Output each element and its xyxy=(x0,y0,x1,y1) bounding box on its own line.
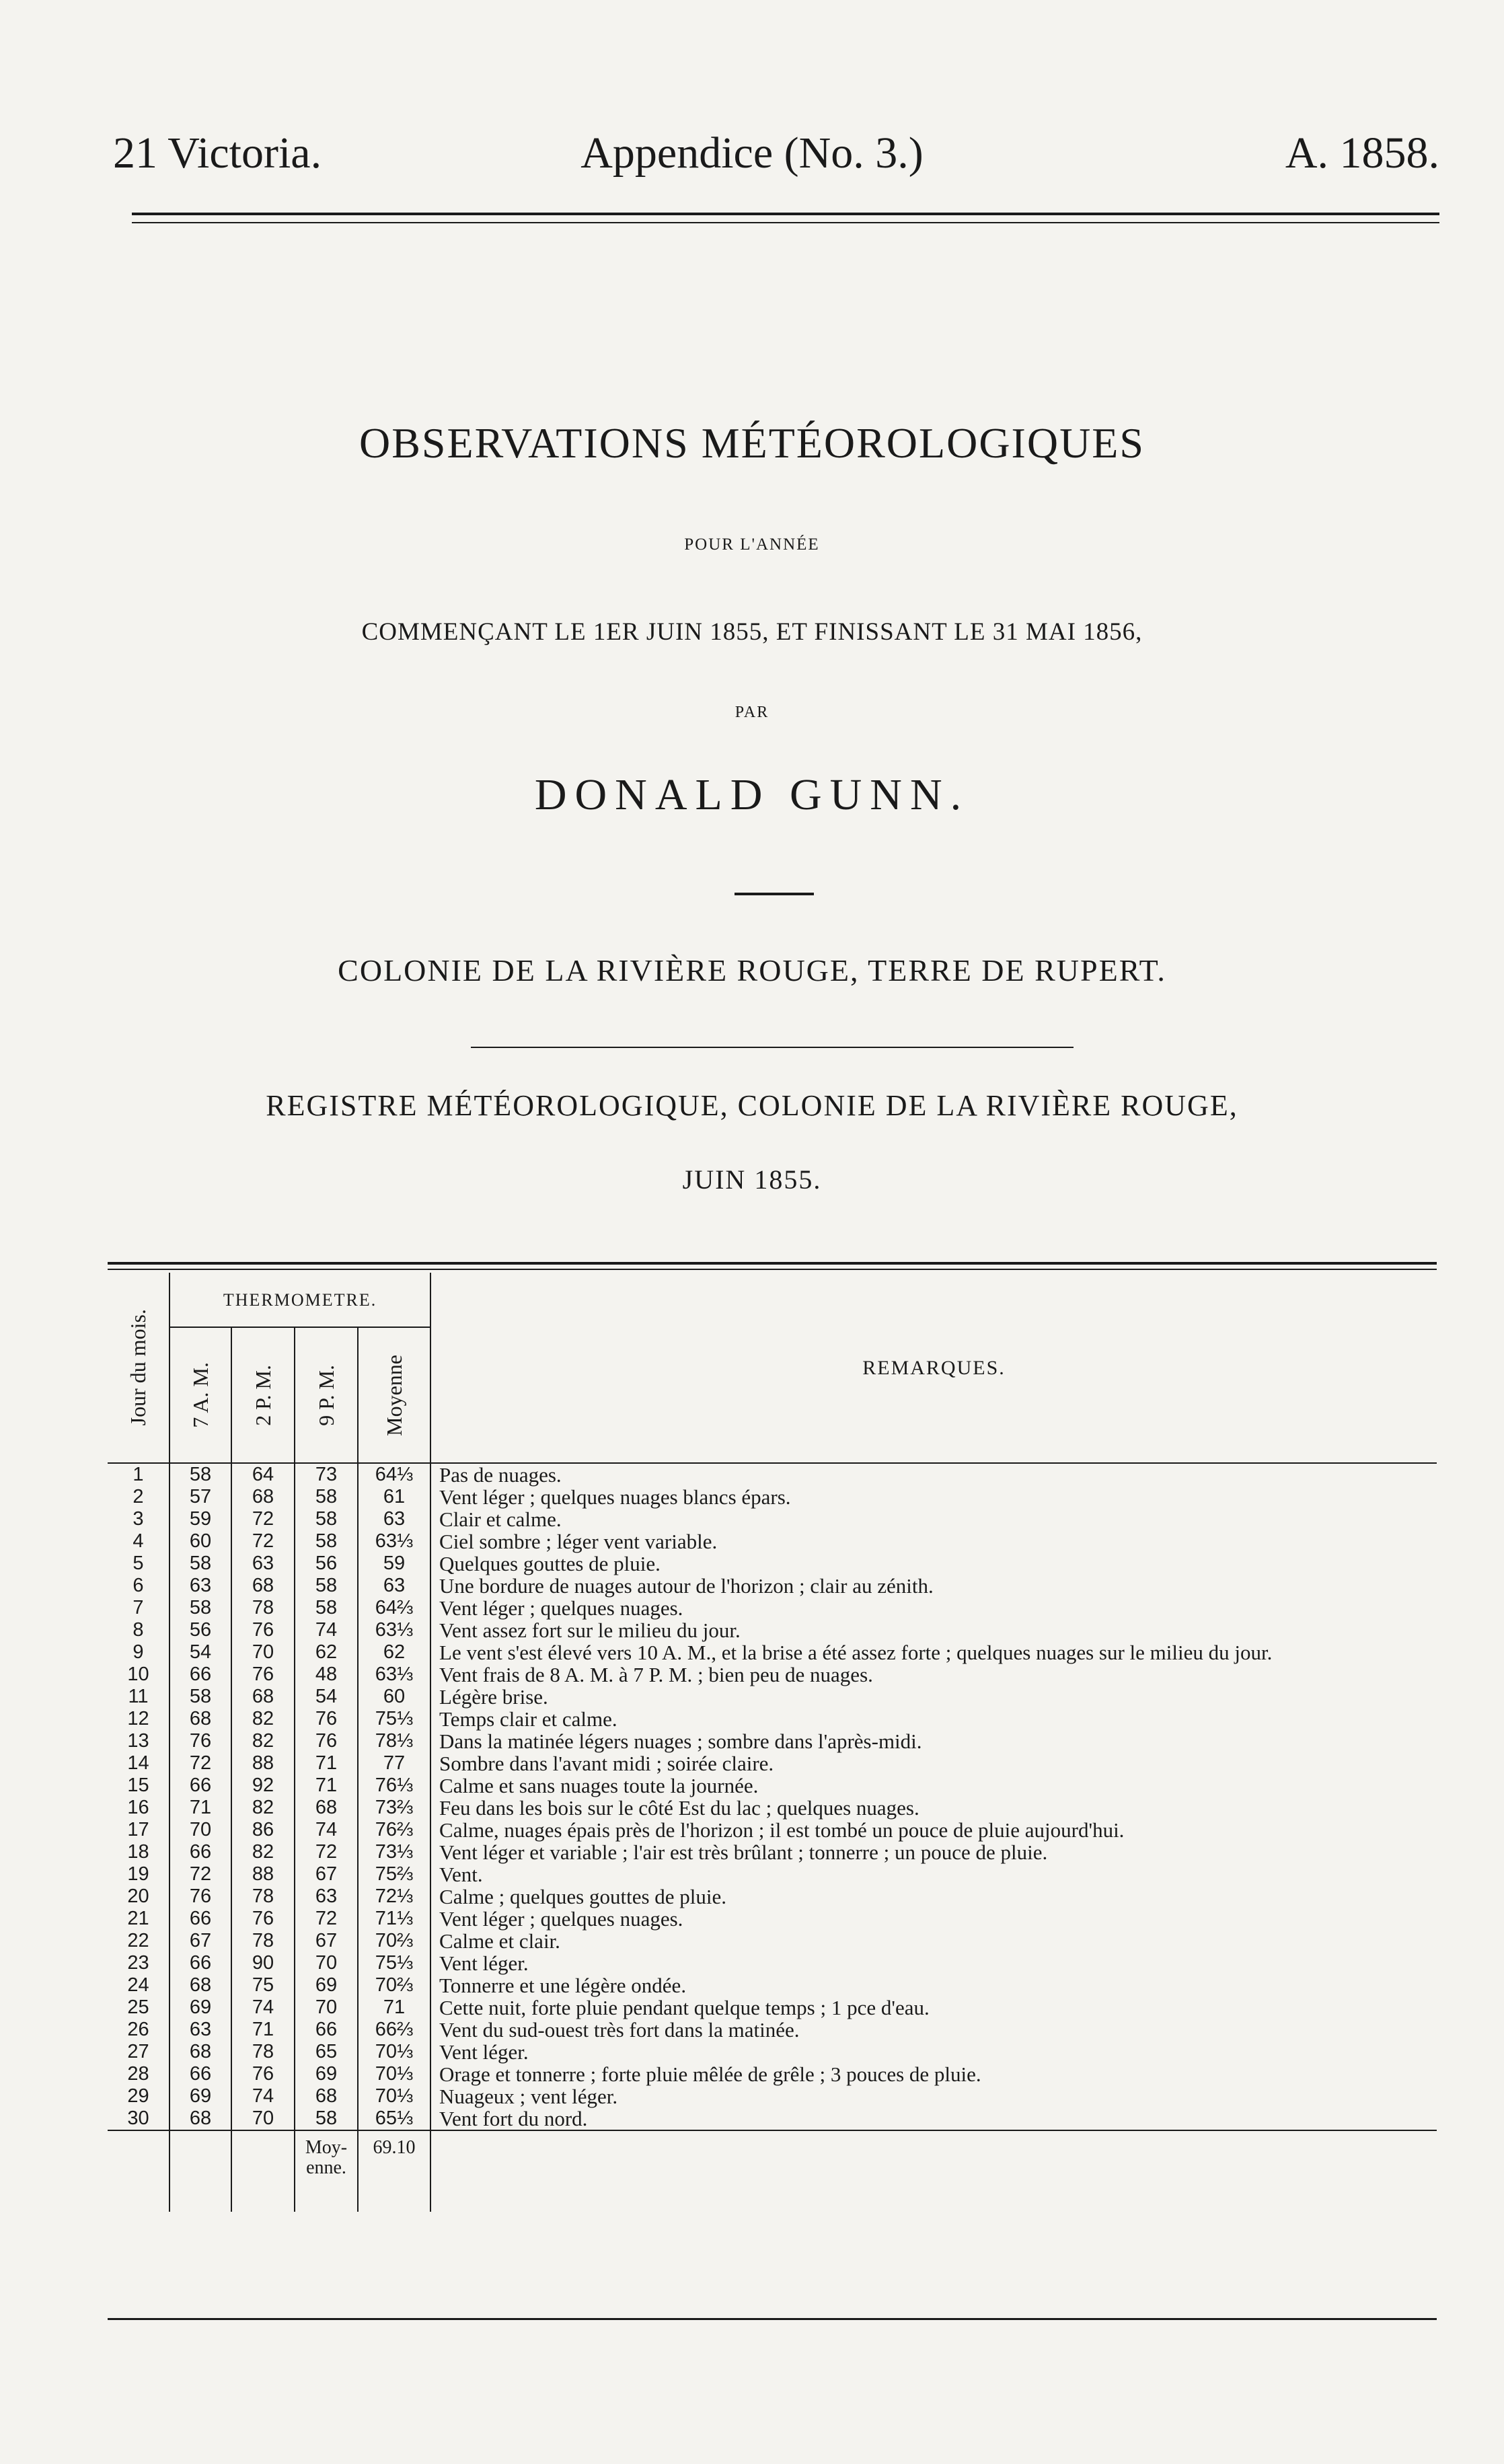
temp-2pm-cell: 92 xyxy=(231,1775,295,1797)
table-row xyxy=(108,1886,1437,1908)
temp-2pm-cell: 75 xyxy=(231,1974,295,1996)
col-2pm-cell xyxy=(231,1327,295,1463)
day-cell: 29 xyxy=(108,2085,170,2107)
remark-cell: Vent léger ; quelques nuages. xyxy=(439,1907,683,1931)
temp-7am-cell: 67 xyxy=(170,1930,231,1952)
day-cell: 13 xyxy=(108,1730,170,1752)
table-row xyxy=(108,1930,1437,1952)
temp-7am-cell: 58 xyxy=(170,1597,231,1619)
temp-mean-cell: 75⅔ xyxy=(358,1863,430,1886)
header-volume: 21 Victoria. xyxy=(113,128,322,178)
temp-mean-cell: 59 xyxy=(358,1553,430,1575)
table-row xyxy=(108,1486,1437,1508)
temp-2pm-cell: 72 xyxy=(231,1530,295,1553)
table-rule-bottom xyxy=(108,2318,1437,2320)
temp-2pm-cell: 82 xyxy=(231,1841,295,1863)
temp-7am-cell: 63 xyxy=(170,1575,231,1597)
temp-mean-cell: 63 xyxy=(358,1575,430,1597)
col-mean-cell xyxy=(358,1327,430,1463)
mean-value: 69.10 xyxy=(358,2130,430,2212)
temp-2pm-cell: 78 xyxy=(231,1930,295,1952)
day-cell: 3 xyxy=(108,1508,170,1530)
temp-9pm-cell: 71 xyxy=(295,1775,358,1797)
temp-9pm-cell: 69 xyxy=(295,2063,358,2085)
day-cell: 25 xyxy=(108,1996,170,2019)
temp-9pm-cell: 70 xyxy=(295,1952,358,1974)
temp-9pm-cell: 76 xyxy=(295,1730,358,1752)
temp-9pm-cell: 70 xyxy=(295,1996,358,2019)
temp-9pm-cell: 67 xyxy=(295,1930,358,1952)
temp-mean-cell: 60 xyxy=(358,1686,430,1708)
day-cell: 30 xyxy=(108,2107,170,2130)
table-row xyxy=(108,1686,1437,1708)
day-cell: 4 xyxy=(108,1530,170,1553)
temp-7am-cell: 59 xyxy=(170,1508,231,1530)
temp-7am-cell: 66 xyxy=(170,1775,231,1797)
temp-9pm-cell: 65 xyxy=(295,2041,358,2063)
table-row xyxy=(108,2041,1437,2063)
temp-9pm-cell: 58 xyxy=(295,1486,358,1508)
remark-cell: Vent du sud-ouest très fort dans la matinée. xyxy=(439,2018,800,2042)
temp-mean-cell: 70⅓ xyxy=(358,2041,430,2063)
table-footer-row xyxy=(108,2130,1437,2212)
table-row xyxy=(108,1952,1437,1974)
day-cell: 7 xyxy=(108,1597,170,1619)
temp-2pm-cell: 68 xyxy=(231,1486,295,1508)
temp-9pm-cell: 62 xyxy=(295,1641,358,1664)
table-row xyxy=(108,1797,1437,1819)
day-cell: 28 xyxy=(108,2063,170,2085)
remark-cell: Vent assez fort sur le milieu du jour. xyxy=(439,1618,741,1642)
day-cell: 19 xyxy=(108,1863,170,1886)
remark-cell: Vent fort du nord. xyxy=(439,2107,588,2130)
remark-cell: Clair et calme. xyxy=(439,1507,562,1531)
temp-2pm-cell: 90 xyxy=(231,1952,295,1974)
temp-2pm-cell: 68 xyxy=(231,1575,295,1597)
col-9pm-header: 9 P. M. xyxy=(313,1364,338,1426)
colony-divider xyxy=(471,1047,1074,1048)
temp-mean-cell: 78⅓ xyxy=(358,1730,430,1752)
temp-9pm-cell: 58 xyxy=(295,2107,358,2130)
temp-2pm-cell: 70 xyxy=(231,1641,295,1664)
temp-mean-cell: 71 xyxy=(358,1996,430,2019)
table-row xyxy=(108,1752,1437,1775)
temp-7am-cell: 68 xyxy=(170,1708,231,1730)
temp-mean-cell: 66⅔ xyxy=(358,2019,430,2041)
remark-cell: Une bordure de nuages autour de l'horizon ; clair au zénith. xyxy=(439,1574,934,1598)
temp-9pm-cell: 74 xyxy=(295,1819,358,1841)
temp-9pm-cell: 68 xyxy=(295,1797,358,1819)
remark-cell: Calme et sans nuages toute la journée. xyxy=(439,1774,759,1797)
remark-cell: Temps clair et calme. xyxy=(439,1707,617,1731)
temp-9pm-cell: 68 xyxy=(295,2085,358,2107)
temp-mean-cell: 64⅔ xyxy=(358,1597,430,1619)
remark-cell: Dans la matinée légers nuages ; sombre dans l'après-midi. xyxy=(439,1729,922,1753)
temp-9pm-cell: 58 xyxy=(295,1530,358,1553)
temp-mean-cell: 62 xyxy=(358,1641,430,1664)
col-mean-header: Moyenne xyxy=(381,1354,406,1436)
table-row xyxy=(108,1508,1437,1530)
day-cell: 11 xyxy=(108,1686,170,1708)
table-row xyxy=(108,1819,1437,1841)
table-row xyxy=(108,1530,1437,1553)
temp-mean-cell: 70⅔ xyxy=(358,1930,430,1952)
remark-cell: Vent léger ; quelques nuages blancs épars. xyxy=(439,1485,791,1509)
remark-cell: Légère brise. xyxy=(439,1685,548,1709)
temp-9pm-cell: 58 xyxy=(295,1508,358,1530)
thermometer-header: THERMOMETRE. xyxy=(170,1273,430,1327)
temp-9pm-cell: 66 xyxy=(295,2019,358,2041)
temp-9pm-cell: 56 xyxy=(295,1553,358,1575)
temp-9pm-cell: 63 xyxy=(295,1886,358,1908)
temp-7am-cell: 66 xyxy=(170,1664,231,1686)
temp-2pm-cell: 82 xyxy=(231,1797,295,1819)
temp-mean-cell: 63 xyxy=(358,1508,430,1530)
temp-7am-cell: 54 xyxy=(170,1641,231,1664)
table-row xyxy=(108,1575,1437,1597)
day-cell: 15 xyxy=(108,1775,170,1797)
remark-cell: Vent léger et variable ; l'air est très brûlant ; tonnerre ; un pouce de pluie. xyxy=(439,1840,1048,1864)
remark-cell: Ciel sombre ; léger vent variable. xyxy=(439,1530,718,1553)
day-cell: 26 xyxy=(108,2019,170,2041)
title-pour: POUR L'ANNÉE xyxy=(684,535,820,554)
temp-9pm-cell: 58 xyxy=(295,1575,358,1597)
temp-2pm-cell: 70 xyxy=(231,2107,295,2130)
temp-2pm-cell: 78 xyxy=(231,1886,295,1908)
temp-7am-cell: 60 xyxy=(170,1530,231,1553)
temp-7am-cell: 56 xyxy=(170,1619,231,1641)
temp-mean-cell: 70⅓ xyxy=(358,2085,430,2107)
temp-2pm-cell: 64 xyxy=(231,1463,295,1486)
title-period: COMMENÇANT LE 1ER JUIN 1855, ET FINISSANT LE 31 MAI 1856, xyxy=(361,618,1143,646)
day-cell: 23 xyxy=(108,1952,170,1974)
temp-mean-cell: 76⅓ xyxy=(358,1775,430,1797)
temp-mean-cell: 71⅓ xyxy=(358,1908,430,1930)
remark-cell: Tonnerre et une légère ondée. xyxy=(439,1974,687,1997)
remark-cell: Vent léger ; quelques nuages. xyxy=(439,1596,683,1620)
remark-cell: Cette nuit, forte pluie pendant quelque temps ; 1 pce d'eau. xyxy=(439,1996,930,2019)
remark-cell: Feu dans les bois sur le côté Est du lac ; quelques nuages. xyxy=(439,1796,919,1820)
temp-9pm-cell: 73 xyxy=(295,1463,358,1486)
temp-mean-cell: 72⅓ xyxy=(358,1886,430,1908)
temp-2pm-cell: 68 xyxy=(231,1686,295,1708)
day-column-header: Jour du mois. xyxy=(126,1309,150,1426)
temp-mean-cell: 61 xyxy=(358,1486,430,1508)
temp-2pm-cell: 71 xyxy=(231,2019,295,2041)
header-appendix: Appendice (No. 3.) xyxy=(580,128,924,178)
table-row xyxy=(108,1619,1437,1641)
table-row xyxy=(108,2085,1437,2107)
remark-cell: Pas de nuages. xyxy=(439,1463,562,1487)
mean-label: Moy-enne. xyxy=(295,2130,358,2212)
remark-cell: Vent léger. xyxy=(439,2040,529,2064)
temp-9pm-cell: 72 xyxy=(295,1841,358,1863)
remark-cell: Vent frais de 8 A. M. à 7 P. M. ; bien peu de nuages. xyxy=(439,1663,873,1686)
register-title: REGISTRE MÉTÉOROLOGIQUE, COLONIE DE LA RIVIÈRE ROUGE, xyxy=(266,1089,1238,1122)
header-rule-top xyxy=(132,213,1439,215)
day-cell: 8 xyxy=(108,1619,170,1641)
temp-9pm-cell: 67 xyxy=(295,1863,358,1886)
temp-2pm-cell: 88 xyxy=(231,1863,295,1886)
temp-2pm-cell: 78 xyxy=(231,2041,295,2063)
table-row xyxy=(108,1553,1437,1575)
table-row xyxy=(108,1463,1437,1486)
day-cell: 2 xyxy=(108,1486,170,1508)
temp-9pm-cell: 74 xyxy=(295,1619,358,1641)
temp-7am-cell: 66 xyxy=(170,2063,231,2085)
day-cell: 17 xyxy=(108,1819,170,1841)
temp-2pm-cell: 78 xyxy=(231,1597,295,1619)
day-cell: 20 xyxy=(108,1886,170,1908)
temp-9pm-cell: 71 xyxy=(295,1752,358,1775)
temp-2pm-cell: 72 xyxy=(231,1508,295,1530)
remark-cell: Orage et tonnerre ; forte pluie mêlée de grêle ; 3 pouces de pluie. xyxy=(439,2062,981,2086)
day-cell: 10 xyxy=(108,1664,170,1686)
author-divider xyxy=(735,893,814,895)
temp-mean-cell: 63⅓ xyxy=(358,1530,430,1553)
temp-7am-cell: 63 xyxy=(170,2019,231,2041)
temp-9pm-cell: 48 xyxy=(295,1664,358,1686)
table-rule-top xyxy=(108,1262,1437,1265)
temp-mean-cell: 73⅔ xyxy=(358,1797,430,1819)
temp-mean-cell: 77 xyxy=(358,1752,430,1775)
temp-mean-cell: 70⅔ xyxy=(358,1974,430,1996)
table-row xyxy=(108,1597,1437,1619)
table-row xyxy=(108,1708,1437,1730)
table-row xyxy=(108,1775,1437,1797)
temp-mean-cell: 63⅓ xyxy=(358,1664,430,1686)
temp-7am-cell: 76 xyxy=(170,1730,231,1752)
temp-7am-cell: 68 xyxy=(170,2041,231,2063)
meteorological-register-table xyxy=(108,1273,1437,2212)
title-colony: COLONIE DE LA RIVIÈRE ROUGE, TERRE DE RUPERT. xyxy=(338,953,1166,987)
temp-9pm-cell: 76 xyxy=(295,1708,358,1730)
register-rows xyxy=(108,1463,1437,2130)
table-row xyxy=(108,1863,1437,1886)
temp-mean-cell: 65⅓ xyxy=(358,2107,430,2130)
title-par: PAR xyxy=(735,704,769,721)
table-row xyxy=(108,1641,1437,1664)
day-cell: 18 xyxy=(108,1841,170,1863)
register-month: JUIN 1855. xyxy=(682,1164,822,1195)
header-year: A. 1858. xyxy=(1285,128,1439,178)
table-row xyxy=(108,2107,1437,2130)
temp-7am-cell: 72 xyxy=(170,1863,231,1886)
table-row xyxy=(108,1730,1437,1752)
remark-cell: Quelques gouttes de pluie. xyxy=(439,1552,661,1575)
remark-cell: Calme, nuages épais près de l'horizon ; il est tombé un pouce de pluie aujourd'hui. xyxy=(439,1818,1125,1842)
title-author: DONALD GUNN. xyxy=(534,770,970,819)
temp-7am-cell: 69 xyxy=(170,2085,231,2107)
temp-7am-cell: 58 xyxy=(170,1686,231,1708)
table-row xyxy=(108,1908,1437,1930)
day-cell: 14 xyxy=(108,1752,170,1775)
table-row xyxy=(108,1664,1437,1686)
page-title: OBSERVATIONS MÉTÉOROLOGIQUES xyxy=(359,419,1145,467)
temp-2pm-cell: 76 xyxy=(231,1619,295,1641)
temp-2pm-cell: 76 xyxy=(231,2063,295,2085)
remarks-header: REMARQUES. xyxy=(430,1273,1437,1463)
temp-7am-cell: 69 xyxy=(170,1996,231,2019)
temp-9pm-cell: 58 xyxy=(295,1597,358,1619)
temp-7am-cell: 70 xyxy=(170,1819,231,1841)
temp-mean-cell: 76⅔ xyxy=(358,1819,430,1841)
temp-7am-cell: 71 xyxy=(170,1797,231,1819)
temp-7am-cell: 72 xyxy=(170,1752,231,1775)
table-row xyxy=(108,1974,1437,1996)
remark-cell: Nuageux ; vent léger. xyxy=(439,2085,618,2108)
temp-mean-cell: 64⅓ xyxy=(358,1463,430,1486)
temp-7am-cell: 57 xyxy=(170,1486,231,1508)
temp-2pm-cell: 76 xyxy=(231,1664,295,1686)
table-row xyxy=(108,1996,1437,2019)
day-cell: 1 xyxy=(108,1463,170,1486)
temp-7am-cell: 66 xyxy=(170,1908,231,1930)
temp-2pm-cell: 74 xyxy=(231,2085,295,2107)
table-row xyxy=(108,1841,1437,1863)
day-cell: 22 xyxy=(108,1930,170,1952)
remark-cell: Le vent s'est élevé vers 10 A. M., et la brise a été assez forte ; quelques nuages sur le milieu du jour. xyxy=(439,1641,1273,1664)
remark-cell: Sombre dans l'avant midi ; soirée claire. xyxy=(439,1752,774,1775)
day-cell: 6 xyxy=(108,1575,170,1597)
temp-mean-cell: 75⅓ xyxy=(358,1708,430,1730)
temp-2pm-cell: 86 xyxy=(231,1819,295,1841)
temp-7am-cell: 58 xyxy=(170,1553,231,1575)
temp-mean-cell: 70⅓ xyxy=(358,2063,430,2085)
col-2pm-header: 2 P. M. xyxy=(250,1364,275,1426)
header-rule-bottom xyxy=(132,222,1439,223)
temp-7am-cell: 76 xyxy=(170,1886,231,1908)
temp-2pm-cell: 63 xyxy=(231,1553,295,1575)
temp-7am-cell: 68 xyxy=(170,2107,231,2130)
temp-7am-cell: 58 xyxy=(170,1463,231,1486)
day-cell: 12 xyxy=(108,1708,170,1730)
table-row xyxy=(108,2019,1437,2041)
day-cell: 21 xyxy=(108,1908,170,1930)
remark-cell: Calme ; quelques gouttes de pluie. xyxy=(439,1885,727,1908)
remark-cell: Calme et clair. xyxy=(439,1929,560,1953)
temp-mean-cell: 63⅓ xyxy=(358,1619,430,1641)
table-header-row-1 xyxy=(108,1273,1437,1327)
table-rule-top-thin xyxy=(108,1269,1437,1270)
col-9pm-cell xyxy=(295,1327,358,1463)
temp-2pm-cell: 74 xyxy=(231,1996,295,2019)
temp-9pm-cell: 69 xyxy=(295,1974,358,1996)
temp-2pm-cell: 82 xyxy=(231,1730,295,1752)
day-cell: 5 xyxy=(108,1553,170,1575)
col-7am-cell xyxy=(170,1327,231,1463)
temp-2pm-cell: 82 xyxy=(231,1708,295,1730)
day-cell: 27 xyxy=(108,2041,170,2063)
remark-cell: Vent léger. xyxy=(439,1951,529,1975)
temp-9pm-cell: 72 xyxy=(295,1908,358,1930)
day-cell: 16 xyxy=(108,1797,170,1819)
day-column-header-cell xyxy=(108,1273,170,1463)
temp-2pm-cell: 76 xyxy=(231,1908,295,1930)
temp-mean-cell: 73⅓ xyxy=(358,1841,430,1863)
temp-7am-cell: 66 xyxy=(170,1952,231,1974)
table-row xyxy=(108,2063,1437,2085)
temp-9pm-cell: 54 xyxy=(295,1686,358,1708)
remark-cell: Vent. xyxy=(439,1863,483,1886)
col-7am-header: 7 A. M. xyxy=(188,1362,213,1428)
temp-7am-cell: 66 xyxy=(170,1841,231,1863)
temp-mean-cell: 75⅓ xyxy=(358,1952,430,1974)
day-cell: 9 xyxy=(108,1641,170,1664)
day-cell: 24 xyxy=(108,1974,170,1996)
temp-2pm-cell: 88 xyxy=(231,1752,295,1775)
temp-7am-cell: 68 xyxy=(170,1974,231,1996)
